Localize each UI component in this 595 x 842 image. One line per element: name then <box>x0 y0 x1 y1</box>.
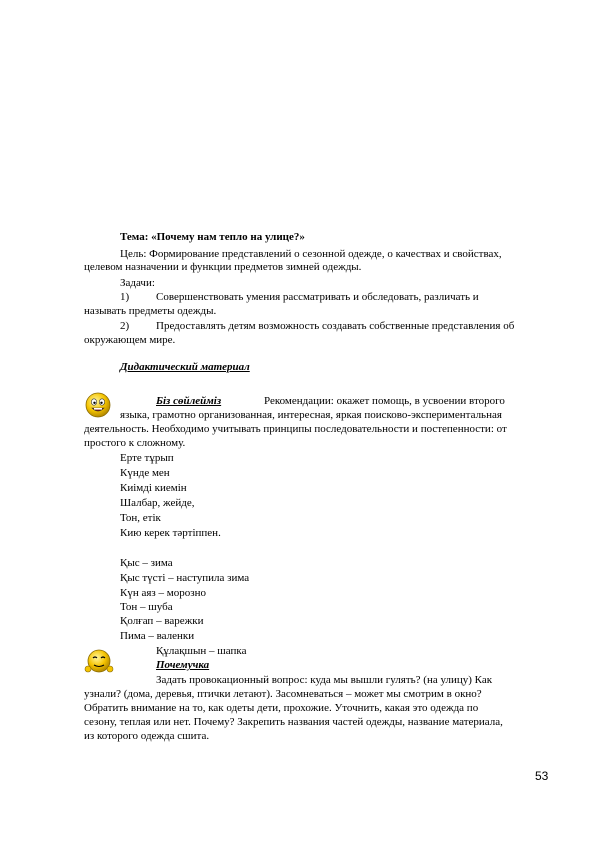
didactic-heading: Дидактический материал <box>120 361 250 373</box>
biz-soileimiz-title: Біз сөйлейміз <box>156 395 222 407</box>
page-number: 53 <box>535 769 549 783</box>
task-line: называть предметы одежды. <box>84 305 217 317</box>
vocab-item: Қыс – зима <box>120 557 173 569</box>
poem-line: Ерте тұрып <box>120 452 174 464</box>
recommendation-text: Рекомендации: окажет помощь, в усвоении второго <box>264 395 505 407</box>
vocab-item: Қолғап – варежки <box>120 615 204 627</box>
poem-line: Күнде мен <box>120 467 170 479</box>
recommendation-line: простого к сложному. <box>84 437 186 449</box>
pochemuchka-title: Почемучка <box>156 659 210 671</box>
vocab-item: Күн аяз – морозно <box>120 587 206 599</box>
tasks-label: Задачи: <box>120 277 155 289</box>
vocab-item: Құлақшын – шапка <box>156 645 247 657</box>
task-line: окружающем мире. <box>84 334 176 346</box>
vocab-item: Тон – шуба <box>120 601 173 613</box>
pochemuchka-line: узнали? (дома, деревья, птички летают). Засомневаться – может мы смотрим в окно? <box>84 688 482 700</box>
task-line: Совершенствовать умения рассматривать и обследовать, различать и <box>156 291 479 303</box>
topic-title: Тема: «Почему нам тепло на улице?» <box>120 231 305 243</box>
thinking-smiley-icon <box>84 647 114 677</box>
poem-line: Киімді киемін <box>120 482 187 494</box>
task-number: 2) <box>120 320 130 332</box>
poem-line: Тон, етік <box>120 512 161 524</box>
vocab-item: Қыс түсті – наступила зима <box>120 572 250 584</box>
vocab-item: Пима – валенки <box>120 630 195 642</box>
smiley-face-icon <box>84 391 112 419</box>
goal-line: целевом назначении и функции предметов зимней одежды. <box>84 261 362 273</box>
pochemuchka-line: Обратить внимание на то, как одеты дети, прохожие. Уточнить, какая это одежда по <box>84 702 479 714</box>
poem-line: Шалбар, жейде, <box>120 497 195 509</box>
recommendation-line: деятельность. Необходимо учитывать принципы последовательности и постепенности: от <box>84 423 507 435</box>
task-number: 1) <box>120 291 130 303</box>
goal-line: Цель: Формирование представлений о сезонной одежде, о качествах и свойствах, <box>120 248 502 260</box>
poem-line: Кию керек тәртіппен. <box>120 527 221 539</box>
pochemuchka-line: сезону, теплая или нет. Почему? Закрепить названия частей одежды, название материала, <box>84 716 503 728</box>
pochemuchka-line: Задать провокационный вопрос: куда мы вышли гулять? (на улицу) Как <box>156 674 493 686</box>
pochemuchka-line: из которого одежда сшита. <box>84 730 210 742</box>
recommendation-line: языка, грамотно организованная, интересная, яркая поисково-экспериментальная <box>120 409 502 421</box>
task-line: Предоставлять детям возможность создавать собственные представления об <box>156 320 515 332</box>
